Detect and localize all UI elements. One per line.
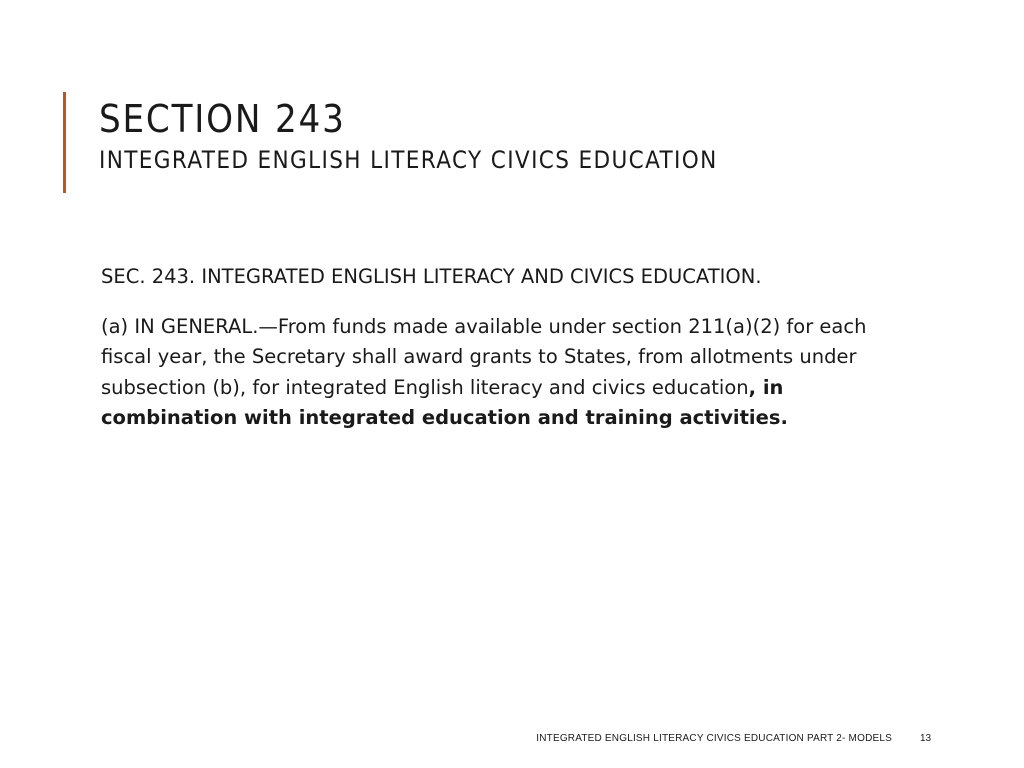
title-accent-bar <box>63 92 66 193</box>
page-number: 13 <box>920 733 932 744</box>
paragraph-regular-text: (a) IN GENERAL.—From funds made available under section 211(a)(2) for each fiscal year, the Secretary shall award grants to States, from allotments under subsection (b), for integrated English literacy and civics education <box>101 314 867 399</box>
footer-text: INTEGRATED ENGLISH LITERACY CIVICS EDUCATION PART 2- MODELS <box>536 733 892 744</box>
title-subtitle: INTEGRATED ENGLISH LITERACY CIVICS EDUCATION <box>99 146 718 174</box>
paragraph-bold-text: , in combination with integrated education and training activities. <box>101 375 788 429</box>
section-paragraph <box>101 312 911 434</box>
slide-title <box>99 94 979 176</box>
slide-body <box>101 262 911 434</box>
section-heading: SEC. 243. INTEGRATED ENGLISH LITERACY AND CIVICS EDUCATION. <box>101 265 762 288</box>
title-main: SECTION 243 <box>99 97 346 141</box>
